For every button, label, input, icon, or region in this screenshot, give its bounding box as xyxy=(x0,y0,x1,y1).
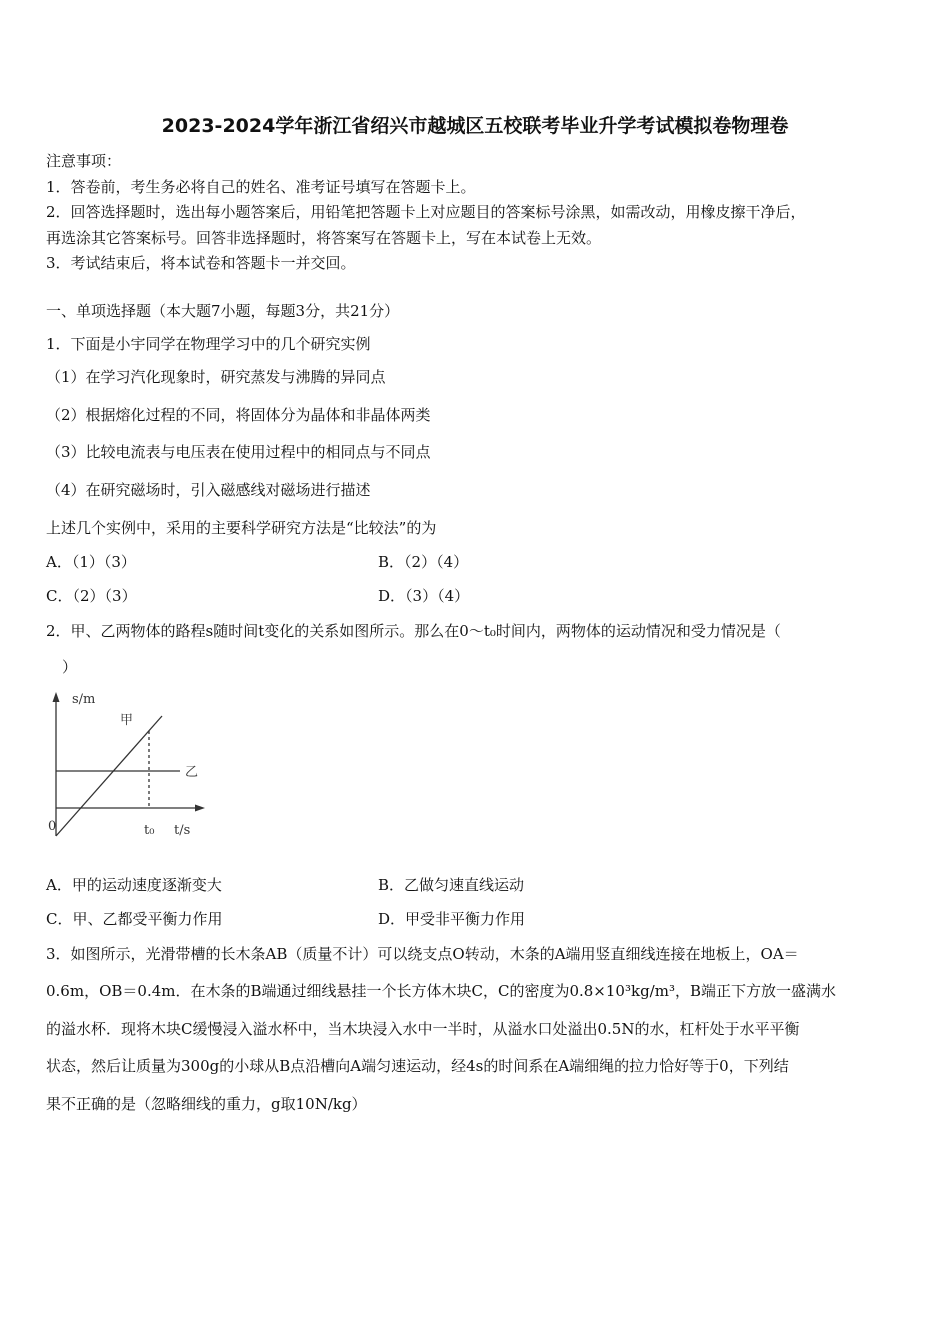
q2-stem-line-2: ） xyxy=(62,658,78,676)
notice-item-1: 1．答卷前，考生务必将自己的姓名、准考证号填写在答题卡上。 xyxy=(46,178,476,196)
notice-item-2-line-2: 再选涂其它答案标号。回答非选择题时，将答案写在答题卡上，写在本试卷上无效。 xyxy=(46,229,602,247)
x-axis-arrow xyxy=(195,805,205,812)
q1-example-3: （3）比较电流表与电压表在使用过程中的相同点与不同点 xyxy=(46,443,431,461)
q3-line-3: 的溢水杯．现将木块C缓慢浸入溢水杯中，当木块浸入水中一半时，从溢水口处溢出0.5N的水，杠杆处于水平平衡 xyxy=(46,1020,800,1038)
q2-option-c: C．甲、乙都受平衡力作用 xyxy=(46,910,223,928)
y-axis-label: s/m xyxy=(72,692,96,707)
q1-example-2: （2）根据熔化过程的不同，将固体分为晶体和非晶体两类 xyxy=(46,406,431,424)
q2-option-b: B．乙做匀速直线运动 xyxy=(378,876,525,894)
q2-option-a: A．甲的运动速度逐渐变大 xyxy=(46,876,222,894)
notice-item-2-line-1: 2．回答选择题时，选出每小题答案后，用铅笔把答题卡上对应题目的答案标号涂黑，如需改动，用橡皮擦干净后， xyxy=(46,203,806,221)
q1-option-d: D．（3）（4） xyxy=(378,587,470,605)
label-yi: 乙 xyxy=(185,765,199,780)
y-axis-arrow xyxy=(53,692,60,702)
q1-stem: 1．下面是小宇同学在物理学习中的几个研究实例 xyxy=(46,335,371,353)
x-axis-label: t/s xyxy=(174,823,191,838)
q3-line-2: 0.6m，OB＝0.4m．在木条的B端通过细线悬挂一个长方体木块C，C的密度为0.8×10³kg/m³，B端正下方放一盛满水 xyxy=(46,982,836,1000)
q3-line-4: 状态，然后让质量为300g的小球从B点沿槽向A端匀速运动，经4s的时间系在A端细绳的拉力恰好等于0，下列结 xyxy=(46,1057,789,1075)
label-jia: 甲 xyxy=(120,713,134,728)
notice-item-3: 3．考试结束后，将本试卷和答题卡一并交回。 xyxy=(46,254,356,272)
q1-option-a: A．（1）（3） xyxy=(46,553,136,571)
q2-stem-line-1: 2．甲、乙两物体的路程s随时间t变化的关系如图所示。那么在0～t₀时间内，两物体的运动情况和受力情况是（ xyxy=(46,622,781,640)
q1-option-b: B．（2）（4） xyxy=(378,553,469,571)
q1-question: 上述几个实例中，采用的主要科学研究方法是“比较法”的为 xyxy=(46,519,437,537)
q1-option-c: C．（2）（3） xyxy=(46,587,137,605)
q2-option-d: D．甲受非平衡力作用 xyxy=(378,910,526,928)
page-title: 2023-2024学年浙江省绍兴市越城区五校联考毕业升学考试模拟卷物理卷 xyxy=(161,115,789,137)
t0-label: t₀ xyxy=(144,823,155,838)
s-t-graph xyxy=(40,688,220,843)
line-jia xyxy=(56,716,162,836)
origin-label: 0 xyxy=(48,819,57,834)
section-heading: 一、单项选择题（本大题7小题，每题3分，共21分） xyxy=(46,302,400,320)
q1-example-1: （1）在学习汽化现象时，研究蒸发与沸腾的异同点 xyxy=(46,368,386,386)
notice-heading: 注意事项： xyxy=(46,152,122,170)
q3-line-5: 果不正确的是（忽略细线的重力，g取10N/kg） xyxy=(46,1095,367,1113)
q1-example-4: （4）在研究磁场时，引入磁感线对磁场进行描述 xyxy=(46,481,371,499)
q3-line-1: 3．如图所示，光滑带槽的长木条AB（质量不计）可以绕支点O转动，木条的A端用竖直细线连接在地板上，OA＝ xyxy=(46,945,799,963)
